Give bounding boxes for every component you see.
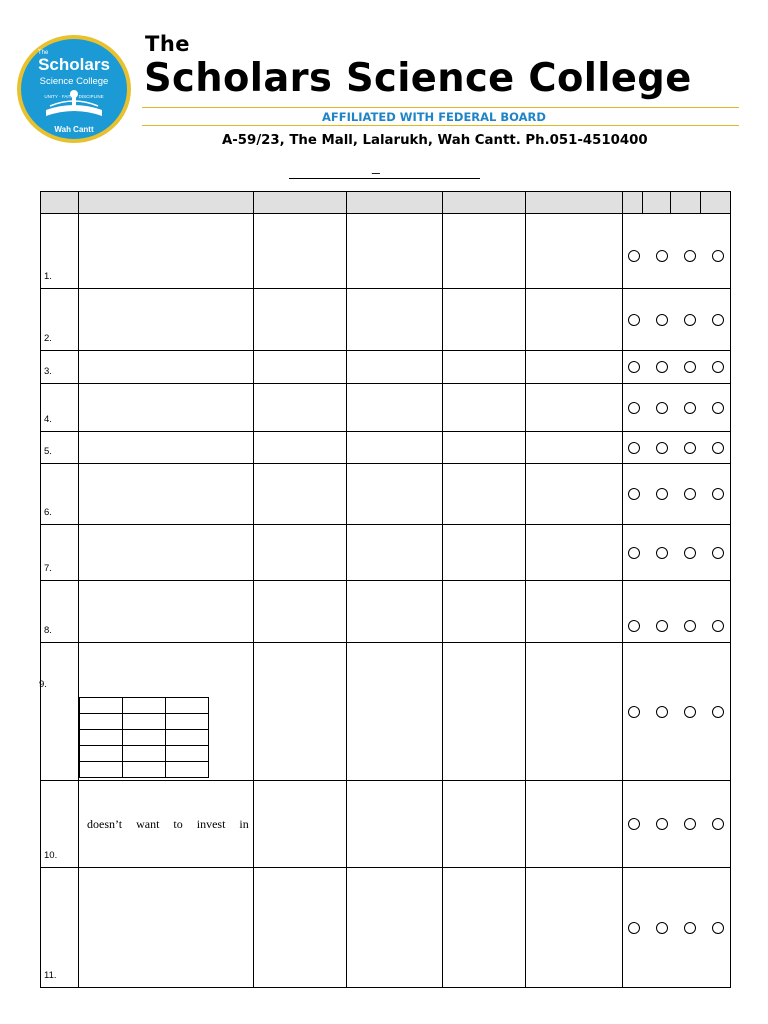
question-text-cell <box>79 384 254 432</box>
answer-bubbles-cell <box>623 781 731 868</box>
option-c-cell <box>443 214 526 289</box>
embedded-grid-cell <box>166 762 209 778</box>
question-row <box>41 464 731 525</box>
embedded-grid-cell <box>123 714 166 730</box>
answer-bubble-a[interactable] <box>628 547 640 559</box>
option-b-cell <box>347 432 443 464</box>
question-text-cell <box>79 581 254 643</box>
question-number-cell <box>41 432 79 464</box>
answer-bubble-a[interactable] <box>628 402 640 414</box>
question-number-cell <box>41 214 79 289</box>
answer-bubble-d[interactable] <box>712 402 724 414</box>
option-b-cell <box>347 214 443 289</box>
question-text-cell <box>79 868 254 988</box>
college-address: A-59/23, The Mall, Lalarukh, Wah Cantt. Ph.051-4510400 <box>222 133 648 148</box>
question-row <box>41 581 731 643</box>
college-logo <box>16 34 132 144</box>
answer-bubble-c[interactable] <box>684 620 696 632</box>
question-text-cell <box>79 643 254 781</box>
embedded-grid-cell <box>123 698 166 714</box>
option-d-cell <box>526 289 623 351</box>
logo-city: Wah Cantt <box>54 125 94 134</box>
logo-subname: Science College <box>39 76 109 87</box>
answer-bubble-group <box>623 620 730 632</box>
header-cell-bubble-a <box>623 192 643 214</box>
question-number: 7. <box>44 563 52 574</box>
embedded-grid-cell <box>80 730 123 746</box>
answer-bubble-group <box>623 547 730 559</box>
answer-bubble-d[interactable] <box>712 361 724 373</box>
logo-motto: UNITY · FAITH · DISCIPLINE <box>44 94 104 99</box>
option-c-cell <box>443 384 526 432</box>
question-number: 6. <box>44 507 52 518</box>
svg-text:The: The <box>38 50 49 56</box>
question-number-cell <box>41 289 79 351</box>
header-rule-top <box>142 107 739 108</box>
question-row <box>41 351 731 384</box>
header-rule-bottom <box>142 125 739 126</box>
answer-bubble-c[interactable] <box>684 442 696 454</box>
answer-bubble-group <box>623 922 730 934</box>
option-d-cell <box>526 781 623 868</box>
answer-bubbles-cell <box>623 868 731 988</box>
option-c-cell <box>443 643 526 781</box>
option-a-cell <box>254 868 347 988</box>
header-cell-option-c <box>443 192 526 214</box>
question-number-cell <box>41 581 79 643</box>
question-text-cell <box>79 351 254 384</box>
header-cell-option-d <box>526 192 623 214</box>
option-c-cell <box>443 868 526 988</box>
option-d-cell <box>526 464 623 525</box>
question-row <box>41 289 731 351</box>
question-number-cell <box>41 525 79 581</box>
answer-bubble-c[interactable] <box>684 402 696 414</box>
question-row <box>41 868 731 988</box>
question-number: 1. <box>44 271 52 282</box>
answer-bubble-a[interactable] <box>628 250 640 262</box>
header-cell-option-b <box>347 192 443 214</box>
option-a-cell <box>254 781 347 868</box>
question-text-cell <box>79 432 254 464</box>
answer-bubbles-cell <box>623 581 731 643</box>
option-a-cell <box>254 432 347 464</box>
answer-bubble-d[interactable] <box>712 620 724 632</box>
option-d-cell <box>526 643 623 781</box>
embedded-grid-cell <box>80 746 123 762</box>
answer-bubble-group <box>623 818 730 830</box>
question-number-cell <box>41 643 79 781</box>
answer-bubble-b[interactable] <box>656 402 668 414</box>
header-cell-number <box>41 192 79 214</box>
question-number-cell <box>41 384 79 432</box>
question-row <box>41 384 731 432</box>
answer-bubble-group <box>623 361 730 373</box>
affiliation-text: AFFILIATED WITH FEDERAL BOARD <box>322 110 546 124</box>
answer-bubble-c[interactable] <box>684 314 696 326</box>
embedded-grid-cell <box>80 714 123 730</box>
option-c-cell <box>443 351 526 384</box>
subtitle-mark: _ <box>372 158 380 174</box>
embedded-grid-cell <box>80 698 123 714</box>
question-row <box>41 781 731 868</box>
college-title: Scholars Science College <box>144 56 692 101</box>
option-a-cell <box>254 581 347 643</box>
option-d-cell <box>526 432 623 464</box>
embedded-grid-cell <box>166 714 209 730</box>
question-row <box>41 214 731 289</box>
option-d-cell <box>526 868 623 988</box>
header-cell-bubble-d <box>701 192 731 214</box>
option-b-cell <box>347 289 443 351</box>
question-number: 10. <box>44 850 58 861</box>
option-a-cell <box>254 464 347 525</box>
option-a-cell <box>254 289 347 351</box>
embedded-grid-row <box>80 698 209 714</box>
question-text-cell <box>79 464 254 525</box>
answer-bubble-a[interactable] <box>628 818 640 830</box>
option-b-cell <box>347 581 443 643</box>
answer-bubble-group <box>623 488 730 500</box>
embedded-grid-cell <box>166 698 209 714</box>
answer-bubble-d[interactable] <box>712 488 724 500</box>
option-d-cell <box>526 214 623 289</box>
subtitle-underline <box>289 178 480 179</box>
answer-bubble-c[interactable] <box>684 547 696 559</box>
question-number-cell <box>41 868 79 988</box>
answer-bubble-a[interactable] <box>628 361 640 373</box>
question-number: 3. <box>44 366 52 377</box>
embedded-grid-row <box>80 762 209 778</box>
header-cell-option-a <box>254 192 347 214</box>
answer-bubble-b[interactable] <box>656 922 668 934</box>
answer-bubbles-cell <box>623 432 731 464</box>
question-text: doesn’t want to invest in <box>87 817 249 831</box>
option-a-cell <box>254 643 347 781</box>
question-number: 8. <box>44 625 52 636</box>
embedded-grid-cell <box>166 730 209 746</box>
answer-bubble-c[interactable] <box>684 818 696 830</box>
question-number: 9. <box>39 679 47 690</box>
answer-bubble-b[interactable] <box>656 250 668 262</box>
answer-bubble-b[interactable] <box>656 706 668 718</box>
answer-bubble-b[interactable] <box>656 488 668 500</box>
option-b-cell <box>347 868 443 988</box>
mcq-table <box>40 191 731 988</box>
option-b-cell <box>347 464 443 525</box>
answer-bubble-b[interactable] <box>656 442 668 454</box>
option-c-cell <box>443 581 526 643</box>
option-c-cell <box>443 464 526 525</box>
answer-bubble-b[interactable] <box>656 314 668 326</box>
question-text-cell <box>79 525 254 581</box>
option-d-cell <box>526 384 623 432</box>
answer-bubble-c[interactable] <box>684 250 696 262</box>
answer-bubble-c[interactable] <box>684 706 696 718</box>
question-number: 4. <box>44 414 52 425</box>
question-number: 5. <box>44 446 52 457</box>
answer-bubbles-cell <box>623 643 731 781</box>
option-d-cell <box>526 351 623 384</box>
embedded-grid-cell <box>123 730 166 746</box>
option-a-cell <box>254 351 347 384</box>
answer-bubble-a[interactable] <box>628 488 640 500</box>
answer-bubble-c[interactable] <box>684 361 696 373</box>
answer-bubbles-cell <box>623 525 731 581</box>
answer-bubbles-cell <box>623 464 731 525</box>
embedded-grid-row <box>80 730 209 746</box>
option-d-cell <box>526 525 623 581</box>
question-row <box>41 643 731 781</box>
option-a-cell <box>254 384 347 432</box>
answer-bubbles-cell <box>623 384 731 432</box>
option-c-cell <box>443 525 526 581</box>
embedded-grid-cell <box>166 746 209 762</box>
answer-bubble-d[interactable] <box>712 442 724 454</box>
answer-bubbles-cell <box>623 289 731 351</box>
answer-bubble-d[interactable] <box>712 922 724 934</box>
answer-bubble-b[interactable] <box>656 620 668 632</box>
option-b-cell <box>347 351 443 384</box>
answer-bubble-group <box>623 314 730 326</box>
answer-bubble-d[interactable] <box>712 547 724 559</box>
embedded-grid-cell <box>123 762 166 778</box>
header-cell-bubble-b <box>643 192 671 214</box>
option-a-cell <box>254 525 347 581</box>
answer-bubble-a[interactable] <box>628 922 640 934</box>
question-row <box>41 525 731 581</box>
answer-bubble-c[interactable] <box>684 488 696 500</box>
option-b-cell <box>347 781 443 868</box>
question-text-cell <box>79 214 254 289</box>
embedded-grid-cell <box>123 746 166 762</box>
option-b-cell <box>347 384 443 432</box>
header-cell-bubble-c <box>671 192 701 214</box>
answer-bubble-a[interactable] <box>628 442 640 454</box>
header-cell-question <box>79 192 254 214</box>
option-a-cell <box>254 214 347 289</box>
answer-bubble-group <box>623 250 730 262</box>
answer-bubble-group <box>623 402 730 414</box>
question-text-cell <box>79 289 254 351</box>
option-b-cell <box>347 643 443 781</box>
answer-bubbles-cell <box>623 351 731 384</box>
answer-bubble-a[interactable] <box>628 314 640 326</box>
table-header-row <box>41 192 731 214</box>
answer-bubble-group <box>623 706 730 718</box>
answer-bubble-a[interactable] <box>628 706 640 718</box>
option-c-cell <box>443 289 526 351</box>
option-b-cell <box>347 525 443 581</box>
answer-bubble-d[interactable] <box>712 314 724 326</box>
logo-name: Scholars <box>38 55 110 74</box>
answer-bubbles-cell <box>623 214 731 289</box>
answer-bubble-b[interactable] <box>656 361 668 373</box>
embedded-grid-row <box>80 746 209 762</box>
option-c-cell <box>443 781 526 868</box>
embedded-grid-cell <box>80 762 123 778</box>
answer-bubble-b[interactable] <box>656 818 668 830</box>
embedded-grid <box>79 697 209 778</box>
answer-bubble-d[interactable] <box>712 818 724 830</box>
question-number-cell <box>41 351 79 384</box>
question-number-cell <box>41 781 79 868</box>
title-prefix: The <box>145 32 191 56</box>
option-d-cell <box>526 581 623 643</box>
question-text-cell <box>79 781 254 868</box>
embedded-grid-row <box>80 714 209 730</box>
answer-bubble-d[interactable] <box>712 706 724 718</box>
question-number: 11. <box>44 970 57 981</box>
answer-bubble-a[interactable] <box>628 620 640 632</box>
question-number-cell <box>41 464 79 525</box>
answer-bubble-group <box>623 442 730 454</box>
answer-bubble-d[interactable] <box>712 250 724 262</box>
answer-bubble-b[interactable] <box>656 547 668 559</box>
question-row <box>41 432 731 464</box>
answer-bubble-c[interactable] <box>684 922 696 934</box>
question-number: 2. <box>44 333 52 344</box>
option-c-cell <box>443 432 526 464</box>
